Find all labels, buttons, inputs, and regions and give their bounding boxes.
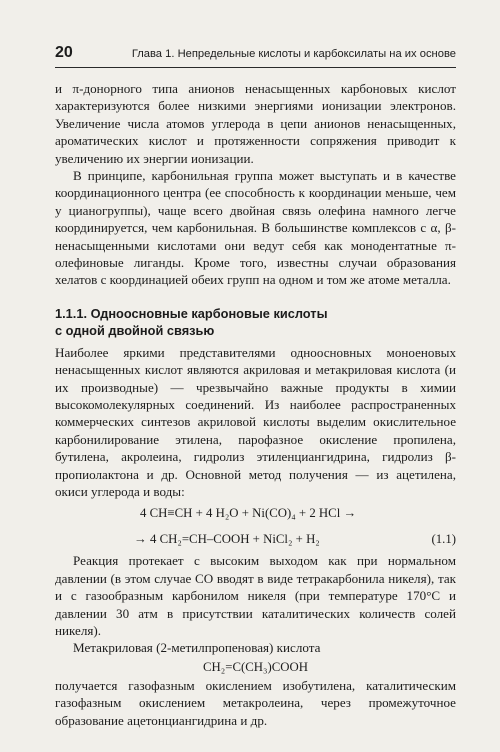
paragraph-3: Наиболее яркими представителями одноосновных моноеновых ненасыщенных кислот являются акриловая и метакриловая кислота (и их производные) — чрезвычайно важные продукты в химии высокомолекулярных соединений. Из наиболее распространенных коммерческих синтезов акриловой кислоты выделим окислительное карбонилирование этилена, парофазное окисление пропилена, бутилена, акролеина, гидролиз этиленциангидрина, гидролиз β-пропиолактона и др. Основной метод получения — из ацетилена, окиси углерода и воды: <box>55 344 456 499</box>
equation-line-2 <box>55 526 456 552</box>
equation-number: (1.1) <box>431 532 456 547</box>
paragraph-6: получается газофазным окислением изобутилена, каталитическим газофазным окислением метакролеина, через промежуточное образование ацетонциангидрина и др. <box>55 677 456 728</box>
section-title <box>55 305 456 340</box>
equation-line-1 <box>55 500 456 526</box>
page-header <box>55 44 456 66</box>
section-title-line-2: с одной двойной связью <box>55 323 215 339</box>
running-head: Глава 1. Непредельные кислоты и карбоксилаты на их основе <box>131 48 456 60</box>
paragraph-5: Метакриловая (2-метилпропеновая) кислота <box>73 640 321 656</box>
paragraph-1: и π-донорного типа анионов ненасыщенных карбоновых кислот характеризуются более низкими энергиями ионизации электронов. Увеличение числа атомов углерода в цепи анионов ненасыщенных, ароматических кислот и протяженности сопряжения приводит к увеличению их энергии ионизации. <box>55 81 456 166</box>
paragraph-4: Реакция протекает с высоким выходом как при нормальном давлении (в этом случае CO вводят в виде тетракарбонила никеля), так и с газообразным карбонилом никеля (при температуре 170°C и давлении 30 атм в присутствии каталитических количеств солей никеля). <box>55 553 456 638</box>
page-body <box>55 80 456 729</box>
paragraph-2: В принципе, карбонильная группа может выступать и в качестве координационного центра (ее способность к координации меньше, чем у цианогруппы), чаще всего двойная связь олефина намного легче координируется, чем карбонильная. В большинстве комплексов с α, β-ненасыщенными кислотами они ведут себя как монодентатные π-олефиновые лиганды. Кроме того, известны случаи образования хелатов с координацией обеих групп на одном и том же атоме металла. <box>55 168 456 288</box>
header-rule <box>55 67 456 68</box>
methacrylic-acid-formula: CH₂=C(CH₃)COOH <box>202 659 308 674</box>
equation-line-1-text: 4 CH≡CH + 4 H₂O + Ni(CO)₄ + 2 HCl → <box>140 506 357 521</box>
page-number: 20 <box>55 44 73 61</box>
equation-line-2-text: → 4 CH₂=CH–COOH + NiCl₂ + H₂ <box>134 532 320 547</box>
section-title-line-1: 1.1.1. Одноосновные карбоновые кислоты <box>55 305 328 321</box>
